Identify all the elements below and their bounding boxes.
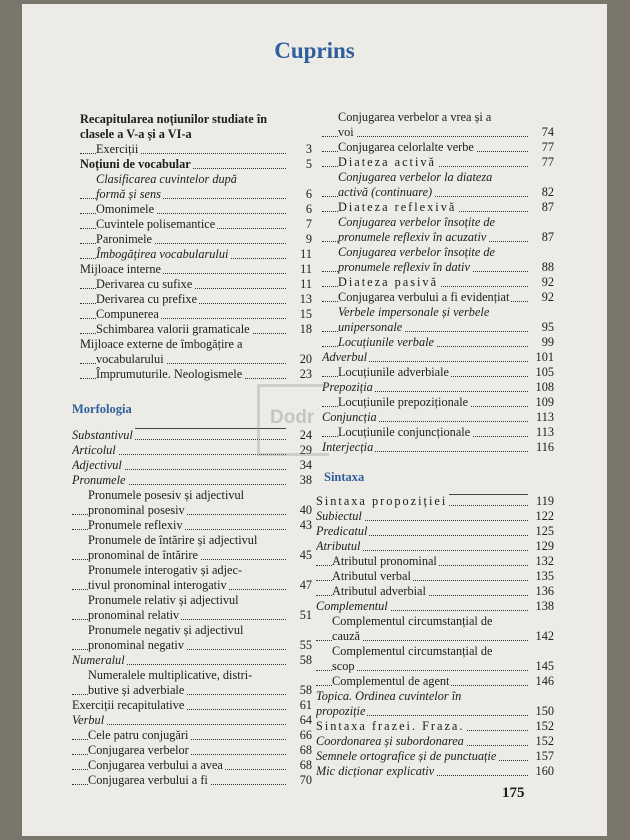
toc-entry-title: Atributul pronominal <box>332 554 437 568</box>
toc-entry <box>316 674 554 689</box>
toc-entry-page: 146 <box>535 674 554 688</box>
toc-entry <box>322 245 554 260</box>
toc-entry <box>80 202 312 217</box>
toc-entry <box>80 247 312 262</box>
toc-entry-title: Conjuncția <box>322 410 377 424</box>
toc-entry-page: 13 <box>299 292 312 306</box>
toc-entry-title: cauză <box>332 629 360 643</box>
toc-entry-page: 34 <box>299 458 312 472</box>
toc-entry <box>316 509 554 524</box>
toc-entry <box>80 262 312 277</box>
toc-entry <box>72 593 312 608</box>
toc-entry <box>80 172 312 187</box>
toc-entry-title: Conjugarea verbelor însoțite de <box>338 215 495 229</box>
toc-entry-title: Pronumele relativ și adjectivul <box>88 593 239 607</box>
toc-entry-page: 113 <box>536 410 554 424</box>
toc-entry <box>72 773 312 788</box>
watermark-logo: Dodr <box>257 384 329 456</box>
toc-entry-page: 74 <box>541 125 554 139</box>
toc-entry <box>80 157 312 172</box>
toc-entry-title: activă (continuare) <box>338 185 433 199</box>
toc-entry-page: 64 <box>299 713 312 727</box>
toc-entry-title: tivul pronominal interogativ <box>88 578 227 592</box>
toc-entry <box>322 140 554 155</box>
toc-entry-title: Compunerea <box>96 307 159 321</box>
toc-entry-title: Pronumele <box>72 473 126 487</box>
toc-entry <box>80 292 312 307</box>
toc-entry-title: Locuțiunile verbale <box>338 335 434 349</box>
toc-entry-title: Derivarea cu sufixe <box>96 277 193 291</box>
toc-entry-page: 5 <box>305 157 312 171</box>
toc-entry <box>322 110 554 125</box>
toc-entry <box>322 440 554 455</box>
section-morfologia: Morfologia <box>72 402 132 416</box>
toc-entry <box>316 554 554 569</box>
toc-entry-title: Atributul <box>316 539 361 553</box>
toc-entry-title: Adjectivul <box>72 458 122 472</box>
toc-entry-title: Topica. Ordinea cuvintelor în <box>316 689 462 703</box>
toc-entry-title: Interjecția <box>322 440 374 454</box>
toc-entry-page: 145 <box>535 659 554 673</box>
toc-entry-title: voi <box>338 125 354 139</box>
toc-entry-title: Complementul circumstanțial de <box>332 614 493 628</box>
toc-entry <box>322 425 554 440</box>
toc-entry-title: Clasificarea cuvintelor după <box>96 172 237 186</box>
toc-entry-title: Complementul circumstanțial de <box>332 644 493 658</box>
toc-entry-page: 116 <box>536 440 554 454</box>
toc-entry-title: Împrumuturile. Neologismele <box>96 367 243 381</box>
toc-entry-page: 77 <box>541 140 554 154</box>
toc-entry <box>322 365 554 380</box>
toc-entry <box>80 217 312 232</box>
toc-entry-page: 92 <box>541 290 554 304</box>
toc-entry-title: Conjugarea celorlalte verbe <box>338 140 474 154</box>
toc-entry-page: 108 <box>535 380 554 394</box>
toc-entry <box>80 307 312 322</box>
toc-entry-title: Substantivul <box>72 428 133 442</box>
toc-left-bottom <box>72 428 312 788</box>
toc-entry <box>316 494 554 509</box>
toc-entry <box>72 533 312 548</box>
toc-entry-title: Conjugarea verbelor la diateza <box>338 170 493 184</box>
toc-entry <box>72 683 312 698</box>
toc-entry-title: Semnele ortografice și de punctuație <box>316 749 497 763</box>
toc-entry-page: 61 <box>299 698 312 712</box>
toc-entry <box>322 275 554 290</box>
toc-entry-title: Diateza reflexivă <box>338 200 457 214</box>
toc-entry <box>322 410 554 425</box>
book-page <box>22 4 607 836</box>
toc-entry-title: Pronumele negativ și adjectivul <box>88 623 244 637</box>
toc-entry-page: 38 <box>299 473 312 487</box>
toc-entry <box>322 335 554 350</box>
toc-entry-page: 136 <box>535 584 554 598</box>
toc-entry-page: 9 <box>305 232 312 246</box>
toc-entry <box>80 112 312 127</box>
toc-entry-title: Mijloace interne <box>80 262 161 276</box>
toc-entry-page: 129 <box>535 539 554 553</box>
toc-entry-title: Predicatul <box>316 524 368 538</box>
page-number: 175 <box>502 785 525 801</box>
toc-entry-title: Atributul verbal <box>332 569 411 583</box>
toc-entry-page: 113 <box>536 425 554 439</box>
toc-entry-title: Numeralele multiplicative, distri- <box>88 668 253 682</box>
toc-entry-title: Mijloace externe de îmbogățire a <box>80 337 243 351</box>
toc-entry-page: 142 <box>535 629 554 643</box>
toc-entry-page: 58 <box>299 683 312 697</box>
toc-entry-title: Verbele impersonale și verbele <box>338 305 490 319</box>
toc-entry-title: Diateza activă <box>338 155 436 169</box>
toc-entry-page: 66 <box>299 728 312 742</box>
toc-entry-title: Complementul de agent <box>332 674 450 688</box>
toc-entry-title: Pronumele de întărire și adjectivul <box>88 533 258 547</box>
toc-entry <box>80 277 312 292</box>
toc-entry-page: 70 <box>299 773 312 787</box>
toc-entry <box>316 599 554 614</box>
toc-entry <box>322 380 554 395</box>
toc-entry-title: Exerciții <box>96 142 139 156</box>
toc-entry <box>72 668 312 683</box>
toc-entry-title: clasele a V-a și a VI-a <box>80 127 192 141</box>
toc-entry <box>80 142 312 157</box>
toc-entry-page: 6 <box>305 187 312 201</box>
toc-entry <box>80 337 312 352</box>
toc-entry-page: 150 <box>535 704 554 718</box>
toc-entry <box>322 350 554 365</box>
toc-entry <box>322 305 554 320</box>
toc-entry <box>72 578 312 593</box>
toc-entry-title: Conjugarea verbului a fi evidențiat <box>338 290 510 304</box>
toc-entry-title: vocabularului <box>96 352 164 366</box>
toc-entry <box>72 623 312 638</box>
toc-entry-page: 68 <box>299 758 312 772</box>
toc-entry-page: 82 <box>541 185 554 199</box>
toc-entry-title: unipersonale <box>338 320 403 334</box>
toc-entry <box>72 518 312 533</box>
toc-entry <box>316 629 554 644</box>
toc-entry-title: Paronimele <box>96 232 153 246</box>
toc-entry-page: 45 <box>299 548 312 562</box>
toc-entry <box>316 734 554 749</box>
toc-entry <box>316 689 554 704</box>
toc-entry-title: Locuțiunile conjuncționale <box>338 425 471 439</box>
toc-entry-page: 47 <box>299 578 312 592</box>
toc-entry-title: Locuțiunile adverbiale <box>338 365 449 379</box>
toc-entry <box>316 539 554 554</box>
toc-entry-title: Conjugarea verbelor <box>88 743 189 757</box>
page-title: Cuprins <box>274 38 355 63</box>
toc-entry-title: scop <box>332 659 355 673</box>
toc-entry <box>316 614 554 629</box>
toc-entry-page: 40 <box>299 503 312 517</box>
toc-entry <box>72 503 312 518</box>
toc-entry <box>322 215 554 230</box>
toc-entry-title: Prepoziția <box>322 380 373 394</box>
toc-entry-title: butive și adverbiale <box>88 683 185 697</box>
toc-entry-title: Subiectul <box>316 509 362 523</box>
toc-entry <box>80 187 312 202</box>
toc-entry <box>72 758 312 773</box>
toc-entry-title: Conjugarea verbelor însoțite de <box>338 245 495 259</box>
toc-entry-page: 3 <box>305 142 312 156</box>
toc-entry-page: 101 <box>535 350 554 364</box>
toc-entry-title: Atributul adverbial <box>332 584 426 598</box>
toc-entry-title: Recapitularea noțiunilor studiate în <box>80 112 268 126</box>
toc-entry <box>72 728 312 743</box>
toc-entry-title: Sintaxa frazei. Fraza. <box>316 719 465 733</box>
toc-entry <box>316 524 554 539</box>
toc-entry-page: 43 <box>299 518 312 532</box>
toc-entry-title: pronominal relativ <box>88 608 180 622</box>
toc-entry-page: 119 <box>536 494 554 508</box>
toc-entry-title: formă și sens <box>96 187 161 201</box>
toc-entry <box>72 608 312 623</box>
toc-entry <box>72 638 312 653</box>
section-sintaxa: Sintaxa <box>324 470 365 484</box>
toc-entry <box>80 232 312 247</box>
toc-entry-page: 109 <box>535 395 554 409</box>
toc-entry <box>316 584 554 599</box>
toc-left-top <box>80 112 312 382</box>
toc-entry-title: Complementul <box>316 599 388 613</box>
toc-entry <box>322 155 554 170</box>
toc-entry <box>80 352 312 367</box>
toc-entry-page: 77 <box>541 155 554 169</box>
toc-entry-title: Îmbogățirea vocabularului <box>96 247 229 261</box>
toc-entry-page: 132 <box>535 554 554 568</box>
toc-entry <box>72 563 312 578</box>
toc-entry <box>80 322 312 337</box>
toc-entry-page: 11 <box>300 277 312 291</box>
toc-entry <box>322 185 554 200</box>
toc-entry-page: 157 <box>535 749 554 763</box>
toc-entry <box>322 290 554 305</box>
toc-entry-page: 125 <box>535 524 554 538</box>
toc-entry-title: Numeralul <box>72 653 125 667</box>
toc-entry <box>316 764 554 779</box>
toc-entry <box>316 659 554 674</box>
toc-entry <box>72 743 312 758</box>
toc-entry <box>72 473 312 488</box>
toc-entry <box>322 200 554 215</box>
toc-entry-page: 18 <box>299 322 312 336</box>
toc-entry-title: Diateza pasivă <box>338 275 439 289</box>
toc-entry-title: Schimbarea valorii gramaticale <box>96 322 250 336</box>
toc-entry-title: pronominal negativ <box>88 638 184 652</box>
toc-entry-page: 122 <box>535 509 554 523</box>
toc-entry-page: 135 <box>535 569 554 583</box>
toc-entry-title: pronominal de întărire <box>88 548 198 562</box>
toc-entry-title: Cele patru conjugări <box>88 728 189 742</box>
toc-entry-title: Mic dicționar explicativ <box>316 764 435 778</box>
toc-entry-page: 11 <box>300 262 312 276</box>
toc-entry-page: 6 <box>305 202 312 216</box>
toc-entry <box>72 488 312 503</box>
toc-entry-page: 99 <box>541 335 554 349</box>
toc-entry <box>72 548 312 563</box>
toc-entry-title: propoziție <box>316 704 366 718</box>
toc-entry <box>322 320 554 335</box>
toc-entry <box>72 698 312 713</box>
toc-entry-title: Pronumele reflexiv <box>88 518 183 532</box>
toc-entry-title: Sintaxa propoziției <box>316 494 448 508</box>
toc-entry-page: 58 <box>299 653 312 667</box>
toc-entry <box>322 230 554 245</box>
toc-entry <box>316 569 554 584</box>
toc-entry <box>72 713 312 728</box>
toc-entry-title: Pronumele interogativ și adjec- <box>88 563 243 577</box>
toc-entry-page: 20 <box>299 352 312 366</box>
toc-entry-page: 55 <box>299 638 312 652</box>
toc-entry <box>316 704 554 719</box>
toc-entry-title: Cuvintele polisemantice <box>96 217 216 231</box>
toc-entry-page: 92 <box>541 275 554 289</box>
toc-entry-title: Conjugarea verbelor a vrea și a <box>338 110 492 124</box>
toc-entry <box>316 749 554 764</box>
toc-entry-title: Noțiuni de vocabular <box>80 157 191 171</box>
toc-entry <box>322 260 554 275</box>
toc-entry-page: 87 <box>541 200 554 214</box>
toc-entry-title: Locuțiunile prepoziționale <box>338 395 469 409</box>
toc-entry-title: Exerciții recapitulative <box>72 698 185 712</box>
toc-entry-page: 87 <box>541 230 554 244</box>
toc-entry-title: Verbul <box>72 713 105 727</box>
toc-entry-page: 68 <box>299 743 312 757</box>
toc-entry <box>322 125 554 140</box>
toc-entry-page: 23 <box>299 367 312 381</box>
toc-entry-title: Conjugarea verbului a fi <box>88 773 208 787</box>
toc-entry-page: 152 <box>535 734 554 748</box>
toc-entry-title: Coordonarea și subordonarea <box>316 734 464 748</box>
toc-entry <box>80 367 312 382</box>
toc-entry-page: 88 <box>541 260 554 274</box>
toc-entry <box>80 127 312 142</box>
toc-entry-page: 7 <box>305 217 312 231</box>
toc-right-top <box>322 110 554 455</box>
toc-entry <box>322 395 554 410</box>
toc-right-bottom <box>316 494 554 779</box>
toc-entry <box>316 644 554 659</box>
toc-entry-title: pronumele reflexiv în acuzativ <box>338 230 487 244</box>
toc-entry-page: 138 <box>535 599 554 613</box>
toc-entry-page: 160 <box>535 764 554 778</box>
toc-entry-title: Conjugarea verbului a avea <box>88 758 223 772</box>
toc-entry <box>316 719 554 734</box>
toc-entry <box>72 653 312 668</box>
toc-entry-page: 152 <box>535 719 554 733</box>
toc-entry-page: 11 <box>300 247 312 261</box>
toc-entry <box>322 170 554 185</box>
toc-entry <box>72 458 312 473</box>
toc-entry-page: 51 <box>299 608 312 622</box>
toc-entry-title: Articolul <box>72 443 116 457</box>
toc-entry-page: 24 <box>299 428 312 442</box>
toc-entry-title: Derivarea cu prefixe <box>96 292 198 306</box>
toc-entry-page: 29 <box>299 443 312 457</box>
toc-entry-title: Pronumele posesiv și adjectivul <box>88 488 245 502</box>
toc-entry-page: 95 <box>541 320 554 334</box>
toc-entry-page: 15 <box>299 307 312 321</box>
toc-entry-page: 105 <box>535 365 554 379</box>
toc-entry-title: Adverbul <box>322 350 368 364</box>
toc-entry-title: Omonimele <box>96 202 155 216</box>
toc-entry-title: pronumele reflexiv în dativ <box>338 260 470 274</box>
toc-entry-title: pronominal posesiv <box>88 503 185 517</box>
